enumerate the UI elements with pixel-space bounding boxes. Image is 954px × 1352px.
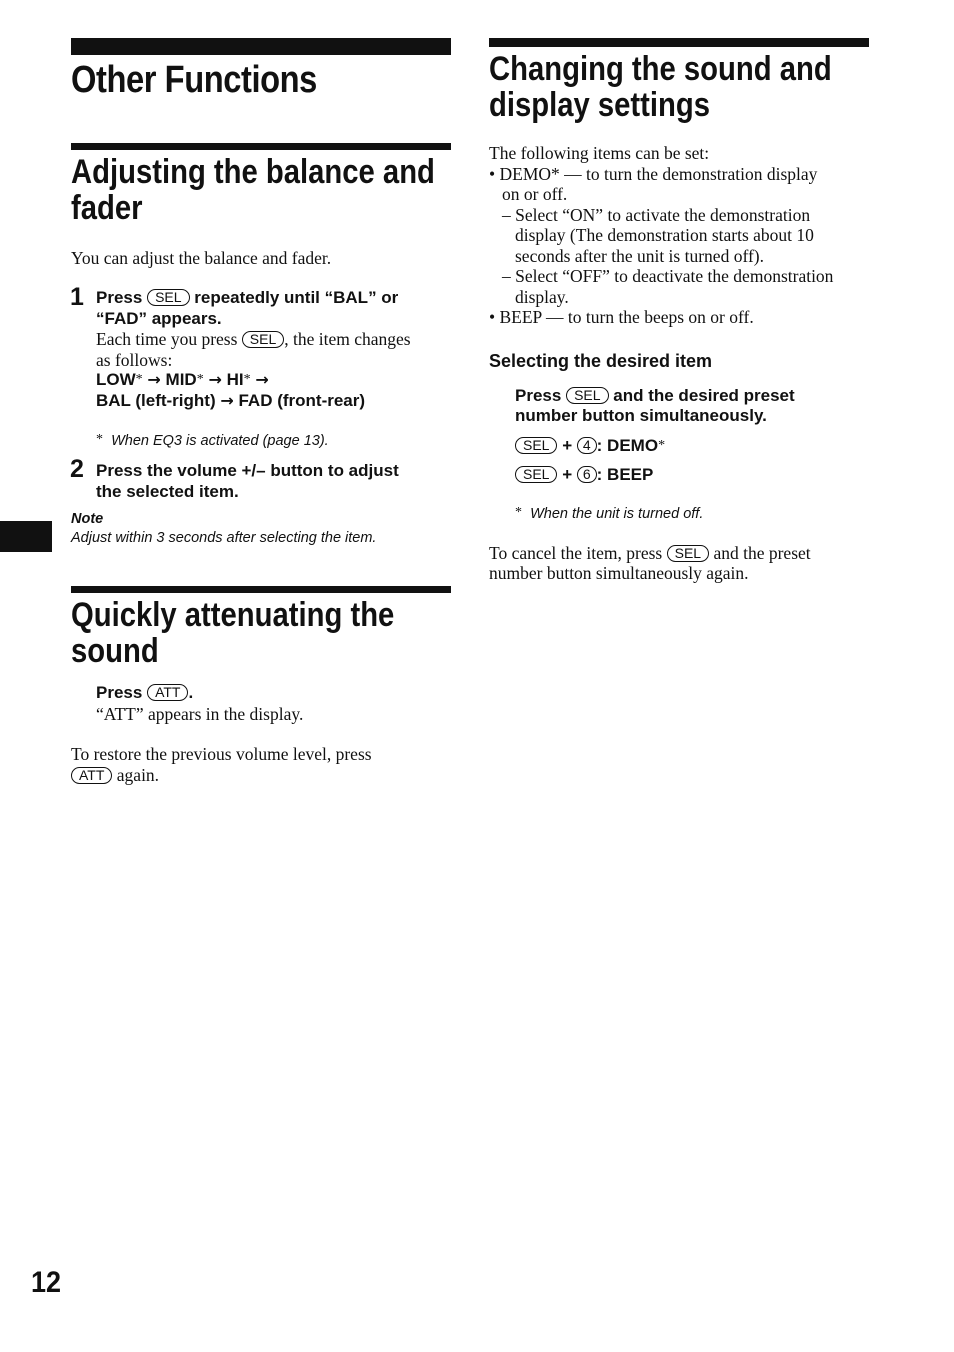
selecting-subheading: Selecting the desired item [489,351,713,371]
eq3-footnote: * When EQ3 is activated (page 13). [96,432,329,449]
att-restore: To restore the previous volume level, press [71,744,372,764]
att-key: ATT [147,684,188,701]
sel-key: SEL [515,466,557,483]
arrow-right-icon: → [255,370,269,389]
preset-6-key: 6 [577,466,597,483]
att-key: ATT [71,767,112,784]
step2-instruction: Press the volume +/– button to adjust the selected item. [96,461,399,501]
att-appears: “ATT” appears in the display. [96,704,304,724]
att-restore-line2: ATT again. [71,765,159,786]
preset-4-key: 4 [577,437,597,454]
sel-key: SEL [515,437,557,454]
balance-heading: Adjusting the balance and fader [71,153,435,227]
settings-heading: Changing the sound and display settings [489,50,832,124]
balance-intro: You can adjust the balance and fader. [71,248,332,268]
arrow-right-icon: → [220,391,234,410]
mode-sequence: LOW* → MID* → HI* → [96,370,269,389]
sel-key: SEL [242,331,284,348]
page-title: Other Functions [71,59,317,101]
sel-key: SEL [147,289,189,306]
cancel-text-line2: number button simultaneously again. [489,563,749,583]
combo-beep: SEL + 6 : BEEP [515,465,653,486]
page-number: 12 [31,1266,62,1299]
arrow-right-icon: → [208,370,222,389]
step1-instruction-line2: “FAD” appears. [96,309,222,328]
combo-demo: SEL + 4 : DEMO* [515,436,665,457]
sel-key: SEL [566,387,608,404]
balance-rule [71,143,451,150]
sel-key: SEL [667,545,709,562]
cancel-text: To cancel the item, press SEL and the preset [489,543,811,563]
mode-sequence-line2: BAL (left-right) → FAD (front-rear) [96,391,366,410]
settings-instruction: Press SEL and the desired preset [515,386,795,405]
step1-description: Each time you press SEL , the item changes [96,329,411,349]
note-label: Note [71,511,104,527]
step-number-1: 1 [70,283,84,311]
att-instruction: Press ATT . [96,683,194,702]
attenuate-rule [71,586,451,593]
step-number-2: 2 [70,455,84,483]
settings-body: The following items can be set: • DEMO* — to turn the demonstration display on or off. – Select “ON” to activate the demonstration display (The demonstration starts about 10 seconds after the unit is turned off). – Select “OFF” to deactivate the demonstration display. • BEEP — to turn the beeps on or off. [489,143,834,327]
step1-instruction: Press SEL repeatedly until “BAL” or [96,288,399,307]
arrow-right-icon: → [147,370,161,389]
note-text: Adjust within 3 seconds after selecting the item. [71,530,377,546]
step1-description-line2: as follows: [96,350,173,370]
settings-instruction-line2: number button simultaneously. [515,406,767,425]
settings-rule [489,38,869,47]
title-rule [71,38,451,55]
demo-footnote: * When the unit is turned off. [515,505,704,522]
attenuate-heading: Quickly attenuating the sound [71,596,395,670]
side-tab [0,521,52,552]
